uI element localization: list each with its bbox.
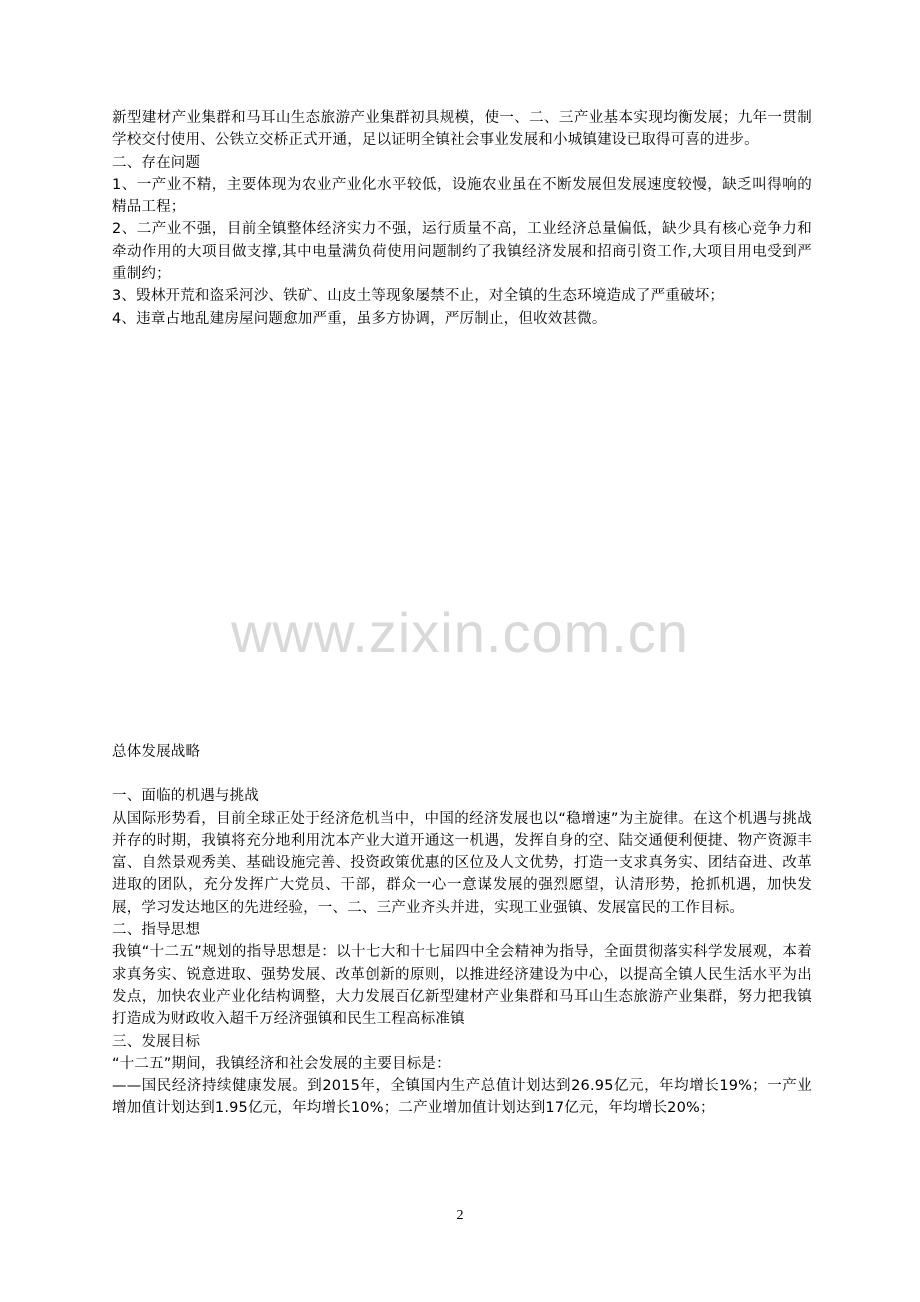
section3-intro: “十二五”期间，我镇经济和社会发展的主要目标是： — [112, 1055, 451, 1072]
top-text-block — [112, 107, 812, 330]
section-title: 总体发展战略 — [112, 744, 201, 760]
blank-line — [112, 763, 812, 785]
section3-heading: 三、发展目标 — [112, 1033, 201, 1050]
section2-paragraph: 我镇“十二五”规划的指导思想是：以十七大和十七届四中全会精神为指导，全面贯彻落实科学发展观，本着求真务实、锐意进取、强势发展、改革创新的原则，以推进经济建设为中心，以提高全镇人民生活水平为出发点，加快农业产业化结构调整，大力发展百亿新型建材产业集群和马耳山生态旅游产业集群，努力把我镇打造成为财政收入超千万经济强镇和民生工程高标准镇 — [112, 944, 812, 1028]
watermark: www.zixin.com.cn — [231, 601, 689, 664]
section3-paragraph: ——国民经济持续健康发展。到2015年，全镇国内生产总值计划达到26.95亿元，年均增长19%；一产业增加值计划达到1.95亿元，年均增长10%；二产业增加值计划达到17亿元，年均增长20%； — [112, 1078, 812, 1117]
section2-heading: 二、指导思想 — [112, 922, 201, 939]
problem-item-1: 1、一产业不精，主要体现为农业产业化水平较低，设施农业虽在不断发展但发展速度较慢，缺乏叫得响的精品工程； — [112, 176, 812, 216]
problem-item-4: 4、违章占地乱建房屋问题愈加严重，虽多方协调，严厉制止，但收效甚微。 — [112, 310, 607, 327]
problem-item-3: 3、毁林开荒和盗采河沙、铁矿、山皮土等现象屡禁不止，对全镇的生态环境造成了严重破坏； — [112, 288, 725, 305]
bottom-text-block — [112, 741, 812, 1120]
intro-paragraph: 新型建材产业集群和马耳山生态旅游产业集群初具规模，使一、二、三产业基本实现均衡发展；九年一贯制学校交付使用、公铁立交桥正式开通，足以证明全镇社会事业发展和小城镇建设已取得可喜的进步。 — [112, 110, 812, 149]
problems-heading: 二、存在问题 — [112, 154, 201, 171]
section1-heading: 一、面临的机遇与挑战 — [112, 788, 259, 805]
section1-paragraph: 从国际形势看，目前全球正处于经济危机当中，中国的经济发展也以“稳增速”为主旋律。在这个机遇与挑战并存的时期，我镇将充分地利用沈本产业大道开通这一机遇，发挥自身的空、陆交通便利便捷、物产资源丰富、自然景观秀美、基础设施完善、投资政策优惠的区位及人文优势，打造一支求真务实、团结奋进、改革进取的团队，充分发挥广大党员、干部，群众一心一意谋发展的强烈愿望，认清形势，抢抓机遇，加快发展，学习发达地区的先进经验，一、二、三产业齐头并进，实现工业强镇、发展富民的工作目标。 — [112, 810, 812, 916]
page-number: 2 — [456, 1208, 464, 1223]
problem-item-2: 2、二产业不强，目前全镇整体经济实力不强，运行质量不高，工业经济总量偏低，缺少具有核心竞争力和牵动作用的大项目做支撑,其中电量满负荷使用问题制约了我镇经济发展和招商引资工作,大项目用电受到严重制约； — [112, 221, 812, 283]
